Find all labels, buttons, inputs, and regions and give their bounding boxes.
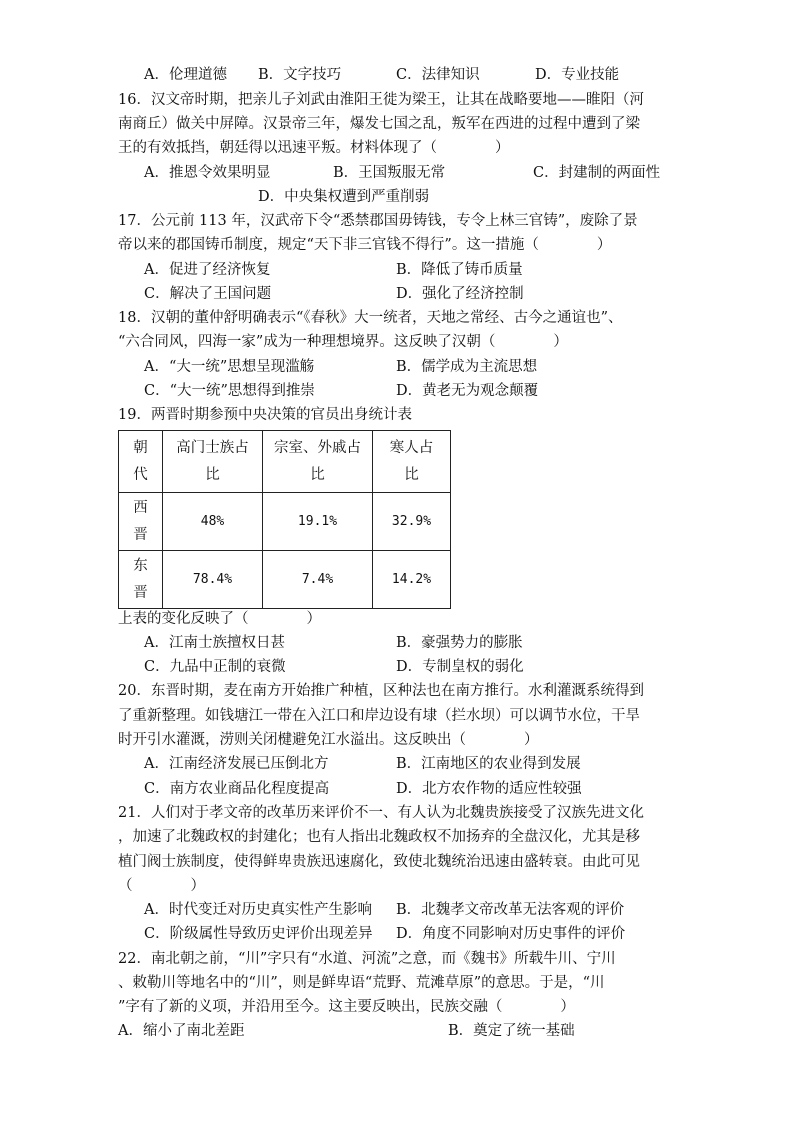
q21-option-a: A．时代变迁对历史真实性产生影响 (144, 902, 372, 918)
q18-option-a: A．“大一统”思想呈现滥觞 (144, 359, 315, 375)
q16-option-c: C．封建制的两面性 (533, 165, 661, 181)
header-dynasty: 朝 代 (119, 431, 163, 493)
header-gaomen: 高门士族占 比 (163, 431, 263, 493)
q16-option-a: A．推恩令效果明显 (144, 165, 271, 181)
q19-options-row-1 (144, 632, 644, 654)
q20-stem-line-1: 20．东晋时期，麦在南方开始推广种植，区种法也在南方推行。水利灌溉系统得到 (118, 683, 644, 699)
q17-option-d: D．强化了经济控制 (396, 286, 524, 302)
q19-caption: 19．两晋时期参预中央决策的官员出身统计表 (118, 407, 412, 423)
officials-origin-table (118, 430, 451, 609)
q16-stem-line-1: 16．汉文帝时期，把亲儿子刘武由淮阳王徙为梁王，让其在战略要地——睢阳（河 (118, 92, 644, 108)
cell-zongshi: 19.1% (263, 493, 373, 551)
q19-options-row-2 (144, 656, 644, 678)
table-header-row (119, 431, 451, 493)
q21-option-d: D．角度不同影响对历史事件的评价 (396, 926, 626, 942)
q18-stem-line-2: “六合同风，四海一家”成为一种理想境界。这反映了汉朝（ ） (118, 334, 568, 350)
q16-option-d: D．中央集权遭到严重削弱 (258, 189, 430, 205)
q16-option-b: B．王国叛服无常 (333, 165, 446, 181)
q22-stem-line-3: ”字有了新的义项，并沿用至今。这主要反映出，民族交融（ ） (118, 999, 575, 1015)
q15-option-a: A．伦理道德 (144, 67, 227, 83)
row-dynasty: 西 晋 (119, 493, 163, 551)
q20-option-a: A．江南经济发展已压倒北方 (144, 756, 329, 772)
cell-gaomen: 48% (163, 493, 263, 551)
q17-option-c: C．解决了王国问题 (144, 286, 272, 302)
cell-zongshi: 7.4% (263, 551, 373, 609)
table-row (119, 551, 451, 609)
q21-stem-line-1: 21．人们对于孝文帝的改革历来评价不一、有人认为北魏贵族接受了汉族先进文化 (118, 805, 644, 821)
q21-stem-line-2: ，加速了北魏政权的封建化；也有人指出北魏政权不加扬弃的全盘汉化，尤其是移 (118, 829, 640, 845)
q22-options-row-1 (118, 1020, 638, 1042)
q16-stem-line-3: 王的有效抵挡，朝廷得以迅速平叛。材料体现了（ ） (118, 140, 510, 156)
header-zongshi: 宗室、外戚占 比 (263, 431, 373, 493)
cell-hanren: 14.2% (373, 551, 451, 609)
q20-options-row-2 (144, 778, 664, 800)
q19-option-d: D．专制皇权的弱化 (396, 659, 524, 675)
q15-option-b: B．文字技巧 (258, 67, 342, 83)
q21-option-b: B．北魏孝文帝改革无法客观的评价 (396, 902, 625, 918)
q21-options-row-2 (144, 923, 664, 945)
q17-options-row-1 (144, 259, 644, 281)
q22-stem-line-2: 、敕勒川等地名中的“川”，则是鲜卑语“荒野、荒滩草原”的意思。于是，“川 (118, 975, 605, 991)
row-dynasty: 东 晋 (119, 551, 163, 609)
q18-options-row-1 (144, 356, 644, 378)
q22-option-b: B．奠定了统一基础 (448, 1023, 575, 1039)
q17-stem-line-2: 帝以来的郡国铸币制度，规定“天下非三官钱不得行”。这一措施（ ） (118, 237, 612, 253)
cell-gaomen: 78.4% (163, 551, 263, 609)
q16-stem-line-2: 南商丘）做关中屏障。汉景帝三年，爆发七国之乱，叛军在西进的过程中遭到了梁 (118, 116, 640, 132)
q20-option-d: D．北方农作物的适应性较强 (396, 781, 582, 797)
q18-option-c: C．“大一统”思想得到推崇 (144, 383, 315, 399)
q19-option-b: B．豪强势力的膨胀 (396, 635, 523, 651)
q17-option-b: B．降低了铸币质量 (396, 262, 523, 278)
q18-option-b: B．儒学成为主流思想 (396, 359, 538, 375)
q15-option-c: C．法律知识 (396, 67, 480, 83)
q20-stem-line-3: 时开引水灌溉，涝则关闭楗避免江水溢出。这反映出（ ） (118, 732, 539, 748)
q18-option-d: D．黄老无为观念颠覆 (396, 383, 539, 399)
q17-stem-line-1: 17．公元前 113 年，汉武帝下令“悉禁郡国毋铸钱，专令上林三官铸”，废除了景 (118, 213, 638, 229)
q20-option-c: C．南方农业商品化程度提高 (144, 781, 330, 797)
q20-option-b: B．江南地区的农业得到发展 (396, 756, 581, 772)
q15-option-d: D．专业技能 (535, 67, 620, 83)
q18-options-row-2 (144, 380, 644, 402)
q21-stem-line-4: （ ） (118, 878, 205, 894)
q17-option-a: A．促进了经济恢复 (144, 262, 271, 278)
q17-options-row-2 (144, 283, 644, 305)
q22-stem-line-1: 22．南北朝之前，“川”字只有“水道、河流”之意，而《魏书》所载牛川、宁川 (118, 951, 616, 967)
q20-stem-line-2: 了重新整理。如钱塘江一带在入江口和岸边设有埭（拦水坝）可以调节水位，干旱 (118, 708, 640, 724)
cell-hanren: 32.9% (373, 493, 451, 551)
header-hanren: 寒人占 比 (373, 431, 451, 493)
q20-options-row-1 (144, 753, 664, 775)
q19-option-a: A．江南士族擅权日甚 (144, 635, 285, 651)
q18-stem-line-1: 18．汉朝的董仲舒明确表示“《春秋》大一统者，天地之常经、古今之通谊也”、 (118, 310, 623, 326)
q21-option-c: C．阶级属性导致历史评价出现差异 (144, 926, 373, 942)
q16-options-row-1 (144, 162, 684, 184)
q19-question: 上表的变化反映了（ ） (118, 611, 321, 627)
q21-stem-line-3: 植门阀士族制度，使得鲜卑贵族迅速腐化，致使北魏统治迅速由盛转衰。由此可见 (118, 854, 640, 870)
q19-option-c: C．九品中正制的衰微 (144, 659, 286, 675)
q21-options-row-1 (144, 899, 664, 921)
table-row (119, 493, 451, 551)
q22-option-a: A．缩小了南北差距 (118, 1023, 245, 1039)
